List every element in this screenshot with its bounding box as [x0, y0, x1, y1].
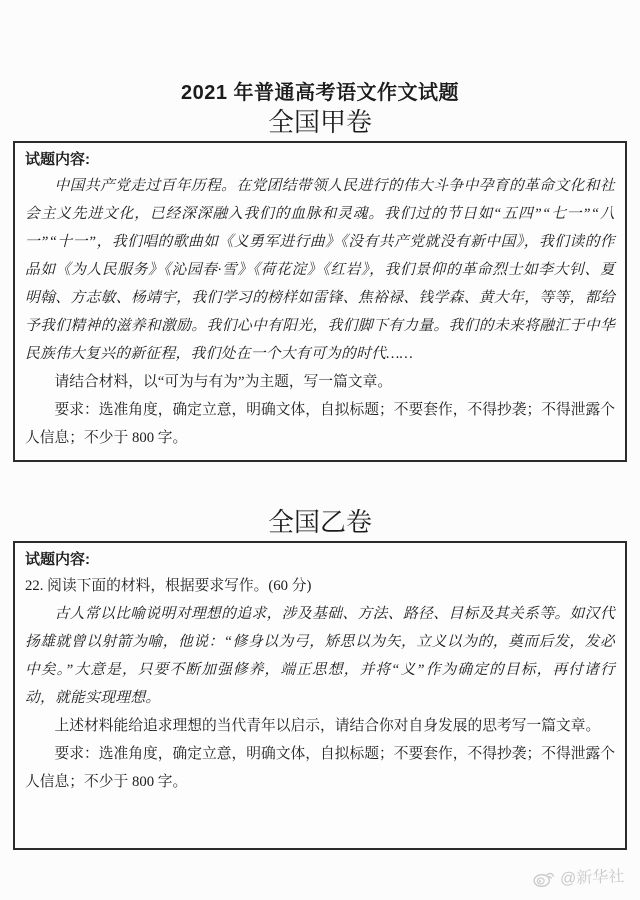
- paper-b-content-label: 试题内容:: [25, 551, 90, 568]
- paper-b-material: 古人常以比喻说明对理想的追求，涉及基础、方法、路径、目标及其关系等。如汉代扬雄就曾以射箭为喻，他说：“修身以为弓，矫思以为矢，立义以为的，奠而后发，发必中矣。”大意是，只要不断加强修养，端正思想，并将“义”作为确定的目标，再付诸行动，就能实现理想。: [25, 606, 615, 706]
- paper-b-requirements: 要求：选准角度，确定立意，明确文体，自拟标题；不要套作，不得抄袭；不得泄露个人信息；不少于 800 字。: [25, 746, 615, 790]
- document-title: 2021 年普通高考语文作文试题: [180, 82, 460, 104]
- paper-a-question-box: [13, 141, 627, 462]
- paper-a-content-label: 试题内容:: [25, 151, 90, 168]
- paper-b-question-box: [13, 541, 627, 850]
- paper-a-task: 请结合材料，以“可为与有为”为主题，写一篇文章。: [54, 374, 393, 390]
- paper-b-question-line: 22. 阅读下面的材料，根据要求写作。(60 分): [25, 578, 312, 594]
- watermark-text: @新华社: [559, 868, 625, 888]
- weibo-icon: [532, 868, 555, 888]
- paper-a-requirements: 要求：选准角度，确定立意，明确文体，自拟标题；不要套作，不得抄袭；不得泄露个人信息；不少于 800 字。: [25, 402, 615, 446]
- paper-b-heading: 全国乙卷: [267, 508, 372, 537]
- paper-b-task: 上述材料能给追求理想的当代青年以启示，请结合你对自身发展的思考写一篇文章。: [54, 718, 601, 734]
- watermark: [532, 863, 624, 889]
- paper-a-heading: 全国甲卷: [267, 108, 372, 137]
- paper-a-material: 中国共产党走过百年历程。在党团结带领人民进行的伟大斗争中孕育的革命文化和社会主义先进文化，已经深深融入我们的血脉和灵魂。我们过的节日如“五四”“七一”“八一”“十一”，我们唱的歌曲如《义勇军进行曲》《没有共产党就没有新中国》，我们读的作品如《为人民服务》《沁园春·雪》《荷花淀》《红岩》，我们景仰的革命烈士如李大钊、夏明翰、方志敏、杨靖宇，我们学习的榜样如雷锋、焦裕禄、钱学森、黄大年，等等，都给予我们精神的滋养和激励。我们心中有阳光，我们脚下有力量。我们的未来将融汇于中华民族伟大复兴的新征程，我们处在一个大有可为的时代……: [25, 178, 615, 362]
